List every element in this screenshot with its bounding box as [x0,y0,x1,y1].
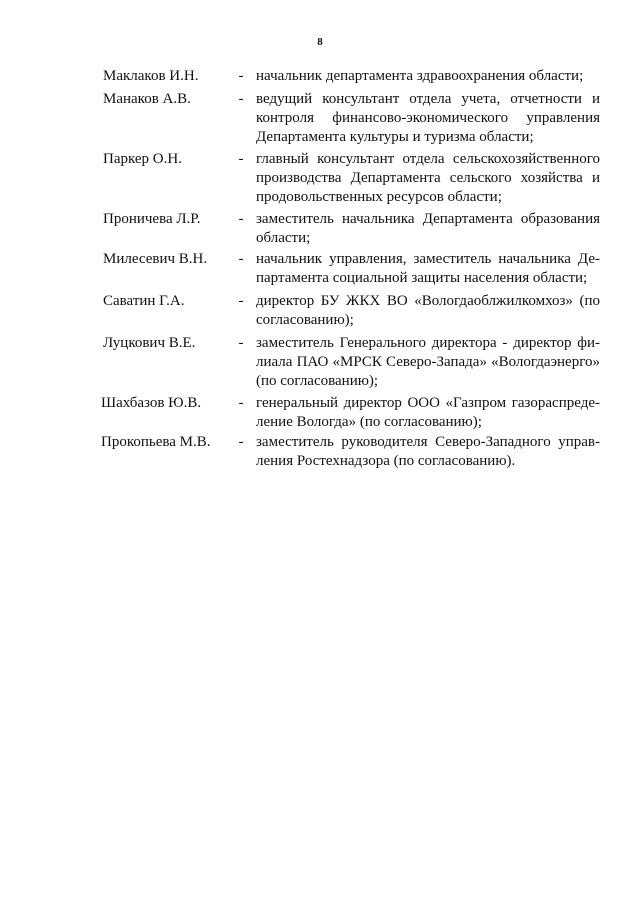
member-position [256,250,600,288]
position-line: (по согласованию); [256,373,379,389]
separator-dash: - [238,91,244,107]
separator-dash: - [238,434,244,450]
position-line: контроля финансово-экономического управления [256,110,600,126]
member-position [256,210,600,248]
member-name: Луцкович В.Е. [103,335,196,351]
position-line: Департамента культуры и туризма области; [256,129,534,145]
member-position [256,67,600,86]
member-name: Шахбазов Ю.В. [101,395,202,411]
position-line: главный консультант отдела сельскохозяйственного [256,151,600,167]
separator-dash: - [238,251,244,267]
member-name: Манаков А.В. [103,91,191,107]
position-line: директор БУ ЖКХ ВО «Вологдаоблжилкомхоз» (по [256,293,600,309]
position-line: продовольственных ресурсов области; [256,189,502,205]
member-position [256,394,600,432]
position-line: начальник управления, заместитель начальника Де- [256,251,600,267]
separator-dash: - [238,151,244,167]
position-line: области; [256,230,311,246]
position-line: ления Ростехнадзора (по согласованию). [256,453,516,469]
separator-dash: - [238,335,244,351]
separator-dash: - [238,68,244,84]
position-line: партамента социальной защиты населения области; [256,270,588,286]
member-position [256,334,600,391]
member-name: Милесевич В.Н. [103,251,208,267]
separator-dash: - [238,293,244,309]
position-line: производства Департамента сельского хозяйства и [256,170,600,186]
member-name: Прокопьева М.В. [101,434,211,450]
position-line: заместитель начальника Департамента образования [256,211,600,227]
position-line: ление Вологда» (по согласованию); [256,414,482,430]
position-line: ведущий консультант отдела учета, отчетности и [256,91,600,107]
separator-dash: - [238,211,244,227]
member-position [256,433,600,471]
member-position [256,150,600,207]
position-line: генеральный директор ООО «Газпром газораспреде- [256,395,600,411]
page-number: 8 [317,36,323,48]
member-position [256,90,600,147]
position-line: начальник департамента здравоохранения области; [256,68,584,84]
member-position [256,292,600,330]
member-name: Проничева Л.Р. [103,211,201,227]
position-line: согласованию); [256,312,354,328]
member-name: Саватин Г.А. [103,293,185,309]
member-name: Маклаков И.Н. [103,68,199,84]
position-line: заместитель Генерального директора - директор фи- [256,335,600,351]
position-line: лиала ПАО «МРСК Северо-Запада» «Вологдаэнерго» [256,354,600,370]
member-name: Паркер О.Н. [103,151,182,167]
separator-dash: - [238,395,244,411]
position-line: заместитель руководителя Северо-Западного управ- [256,434,600,450]
